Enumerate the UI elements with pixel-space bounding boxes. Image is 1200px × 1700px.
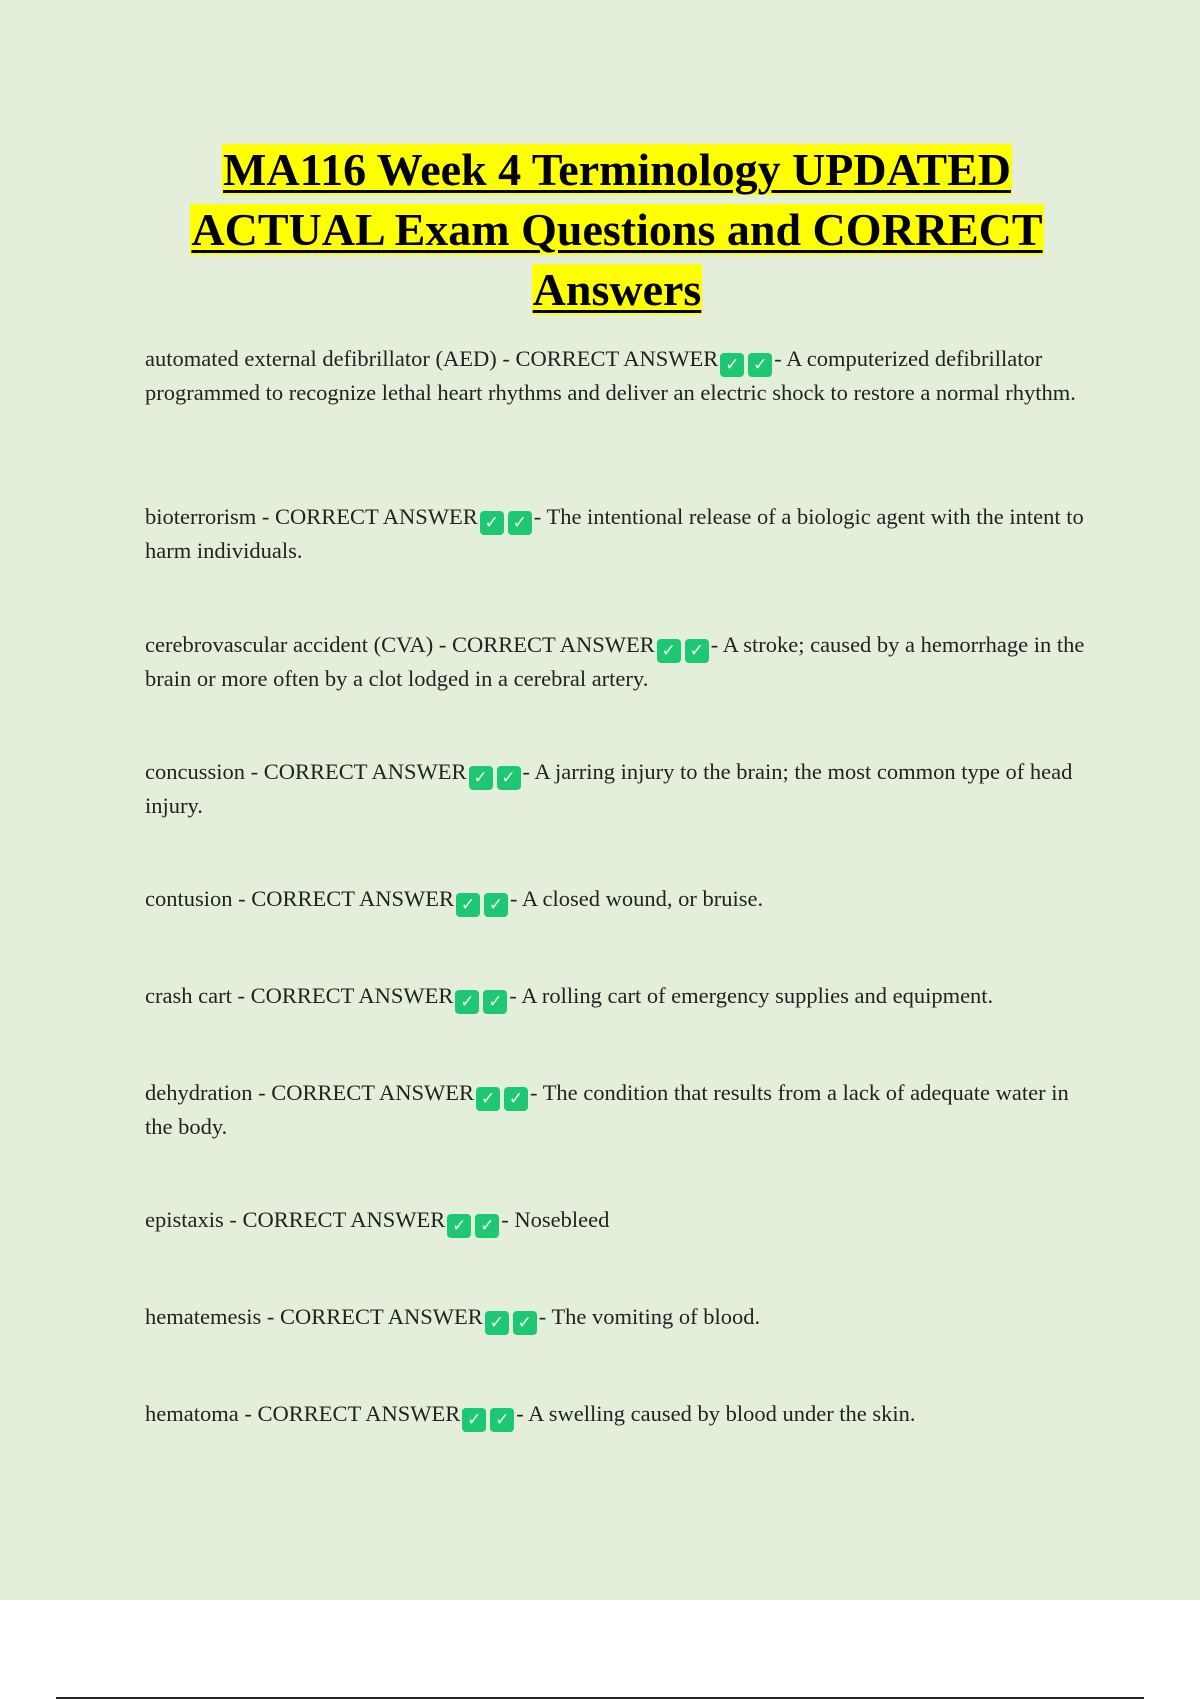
term-entry: bioterrorism - CORRECT ANSWER ✓ ✓ - The intentional release of a biologic agent with the intent to harm individuals.	[145, 504, 1084, 563]
check-mark-icon: ✓	[657, 639, 681, 663]
entry-definition: A computerized defibrillator programmed to recognize lethal heart rhythms and deliver an electric shock to restore a normal rhythm.	[145, 346, 1076, 405]
entry-term: crash cart	[145, 983, 232, 1008]
term-entry: hematoma - CORRECT ANSWER ✓ ✓ - A swelling caused by blood under the skin.	[145, 1401, 916, 1430]
entry-term: automated external defibrillator (AED)	[145, 346, 497, 371]
term-entry: dehydration - CORRECT ANSWER ✓ ✓ - The condition that results from a lack of adequate water in the body.	[145, 1080, 1069, 1139]
term-entry: contusion - CORRECT ANSWER ✓ ✓ - A closed wound, or bruise.	[145, 886, 764, 915]
check-mark-icon: ✓	[483, 990, 507, 1014]
check-mark-icon: ✓	[720, 353, 744, 377]
term-entry: hematemesis - CORRECT ANSWER ✓ ✓ - The vomiting of blood.	[145, 1304, 761, 1333]
term-entry: epistaxis - CORRECT ANSWER ✓ ✓ - Nosebleed	[145, 1207, 610, 1236]
check-mark-icon: ✓	[476, 1087, 500, 1111]
entry-definition: A stroke; caused by a hemorrhage in the brain or more often by a clot lodged in a cerebral artery.	[145, 632, 1085, 691]
entry-answer-label: CORRECT ANSWER	[279, 1304, 483, 1329]
entry-answer-label: CORRECT ANSWER	[242, 1207, 446, 1232]
document-title	[120, 140, 1114, 320]
entry-answer-label: CORRECT ANSWER	[257, 1401, 461, 1426]
title-line: MA116 Week 4 Terminology UPDATED	[223, 144, 1011, 195]
check-mark-icon: ✓	[469, 766, 493, 790]
entry-definition: A rolling cart of emergency supplies and equipment.	[521, 983, 994, 1008]
title-line: ACTUAL Exam Questions and CORRECT	[191, 204, 1043, 255]
title-line: Answers	[532, 264, 702, 315]
term-entry: crash cart - CORRECT ANSWER ✓ ✓ - A rolling cart of emergency supplies and equipment.	[145, 983, 994, 1012]
check-mark-icon: ✓	[447, 1214, 471, 1238]
footer-divider	[56, 1697, 1144, 1699]
entry-answer-label: CORRECT ANSWER	[274, 504, 478, 529]
entry-definition: The condition that results from a lack of adequate water in the body.	[145, 1080, 1069, 1139]
entry-answer-label: CORRECT ANSWER	[451, 632, 655, 657]
entry-definition: A swelling caused by blood under the skin.	[528, 1401, 916, 1426]
check-mark-icon: ✓	[456, 893, 480, 917]
entry-definition: The vomiting of blood.	[551, 1304, 761, 1329]
entry-term: cerebrovascular accident (CVA)	[145, 632, 434, 657]
entry-term: contusion	[145, 886, 233, 911]
entry-definition: A jarring injury to the brain; the most common type of head injury.	[145, 759, 1073, 818]
check-mark-icon: ✓	[513, 1311, 537, 1335]
entry-term: hematoma	[145, 1401, 239, 1426]
entry-answer-label: CORRECT ANSWER	[250, 983, 454, 1008]
entry-answer-label: CORRECT ANSWER	[271, 1080, 474, 1105]
term-entry: concussion - CORRECT ANSWER ✓ ✓ - A jarring injury to the brain; the most common type of head injury.	[145, 759, 1073, 818]
entry-answer-label: CORRECT ANSWER	[251, 886, 454, 911]
check-mark-icon: ✓	[484, 893, 508, 917]
check-mark-icon: ✓	[475, 1214, 499, 1238]
entry-term: dehydration	[145, 1080, 253, 1105]
entry-term: concussion	[145, 759, 245, 784]
term-entry: automated external defibrillator (AED) - CORRECT ANSWER ✓ ✓ - A computerized defibrillator programmed to recognize lethal heart rhythms and deliver an electric shock to restore a normal rhythm.	[145, 346, 1076, 405]
entry-term: bioterrorism	[145, 504, 257, 529]
check-mark-icon: ✓	[497, 766, 521, 790]
check-mark-icon: ✓	[508, 511, 532, 535]
check-mark-icon: ✓	[480, 511, 504, 535]
entry-definition: The intentional release of a biologic agent with the intent to harm individuals.	[145, 504, 1084, 563]
check-mark-icon: ✓	[455, 990, 479, 1014]
entry-definition: Nosebleed	[514, 1207, 610, 1232]
entry-term: hematemesis	[145, 1304, 262, 1329]
check-mark-icon: ✓	[485, 1311, 509, 1335]
check-mark-icon: ✓	[748, 353, 772, 377]
check-mark-icon: ✓	[490, 1408, 514, 1432]
check-mark-icon: ✓	[462, 1408, 486, 1432]
check-mark-icon: ✓	[685, 639, 709, 663]
entry-answer-label: CORRECT ANSWER	[263, 759, 467, 784]
term-entry: cerebrovascular accident (CVA) - CORRECT ANSWER ✓ ✓ - A stroke; caused by a hemorrhage in the brain or more often by a clot lodged in a cerebral artery.	[145, 632, 1085, 691]
entry-answer-label: CORRECT ANSWER	[515, 346, 719, 371]
check-mark-icon: ✓	[504, 1087, 528, 1111]
entry-term: epistaxis	[145, 1207, 224, 1232]
entry-definition: A closed wound, or bruise.	[521, 886, 764, 911]
